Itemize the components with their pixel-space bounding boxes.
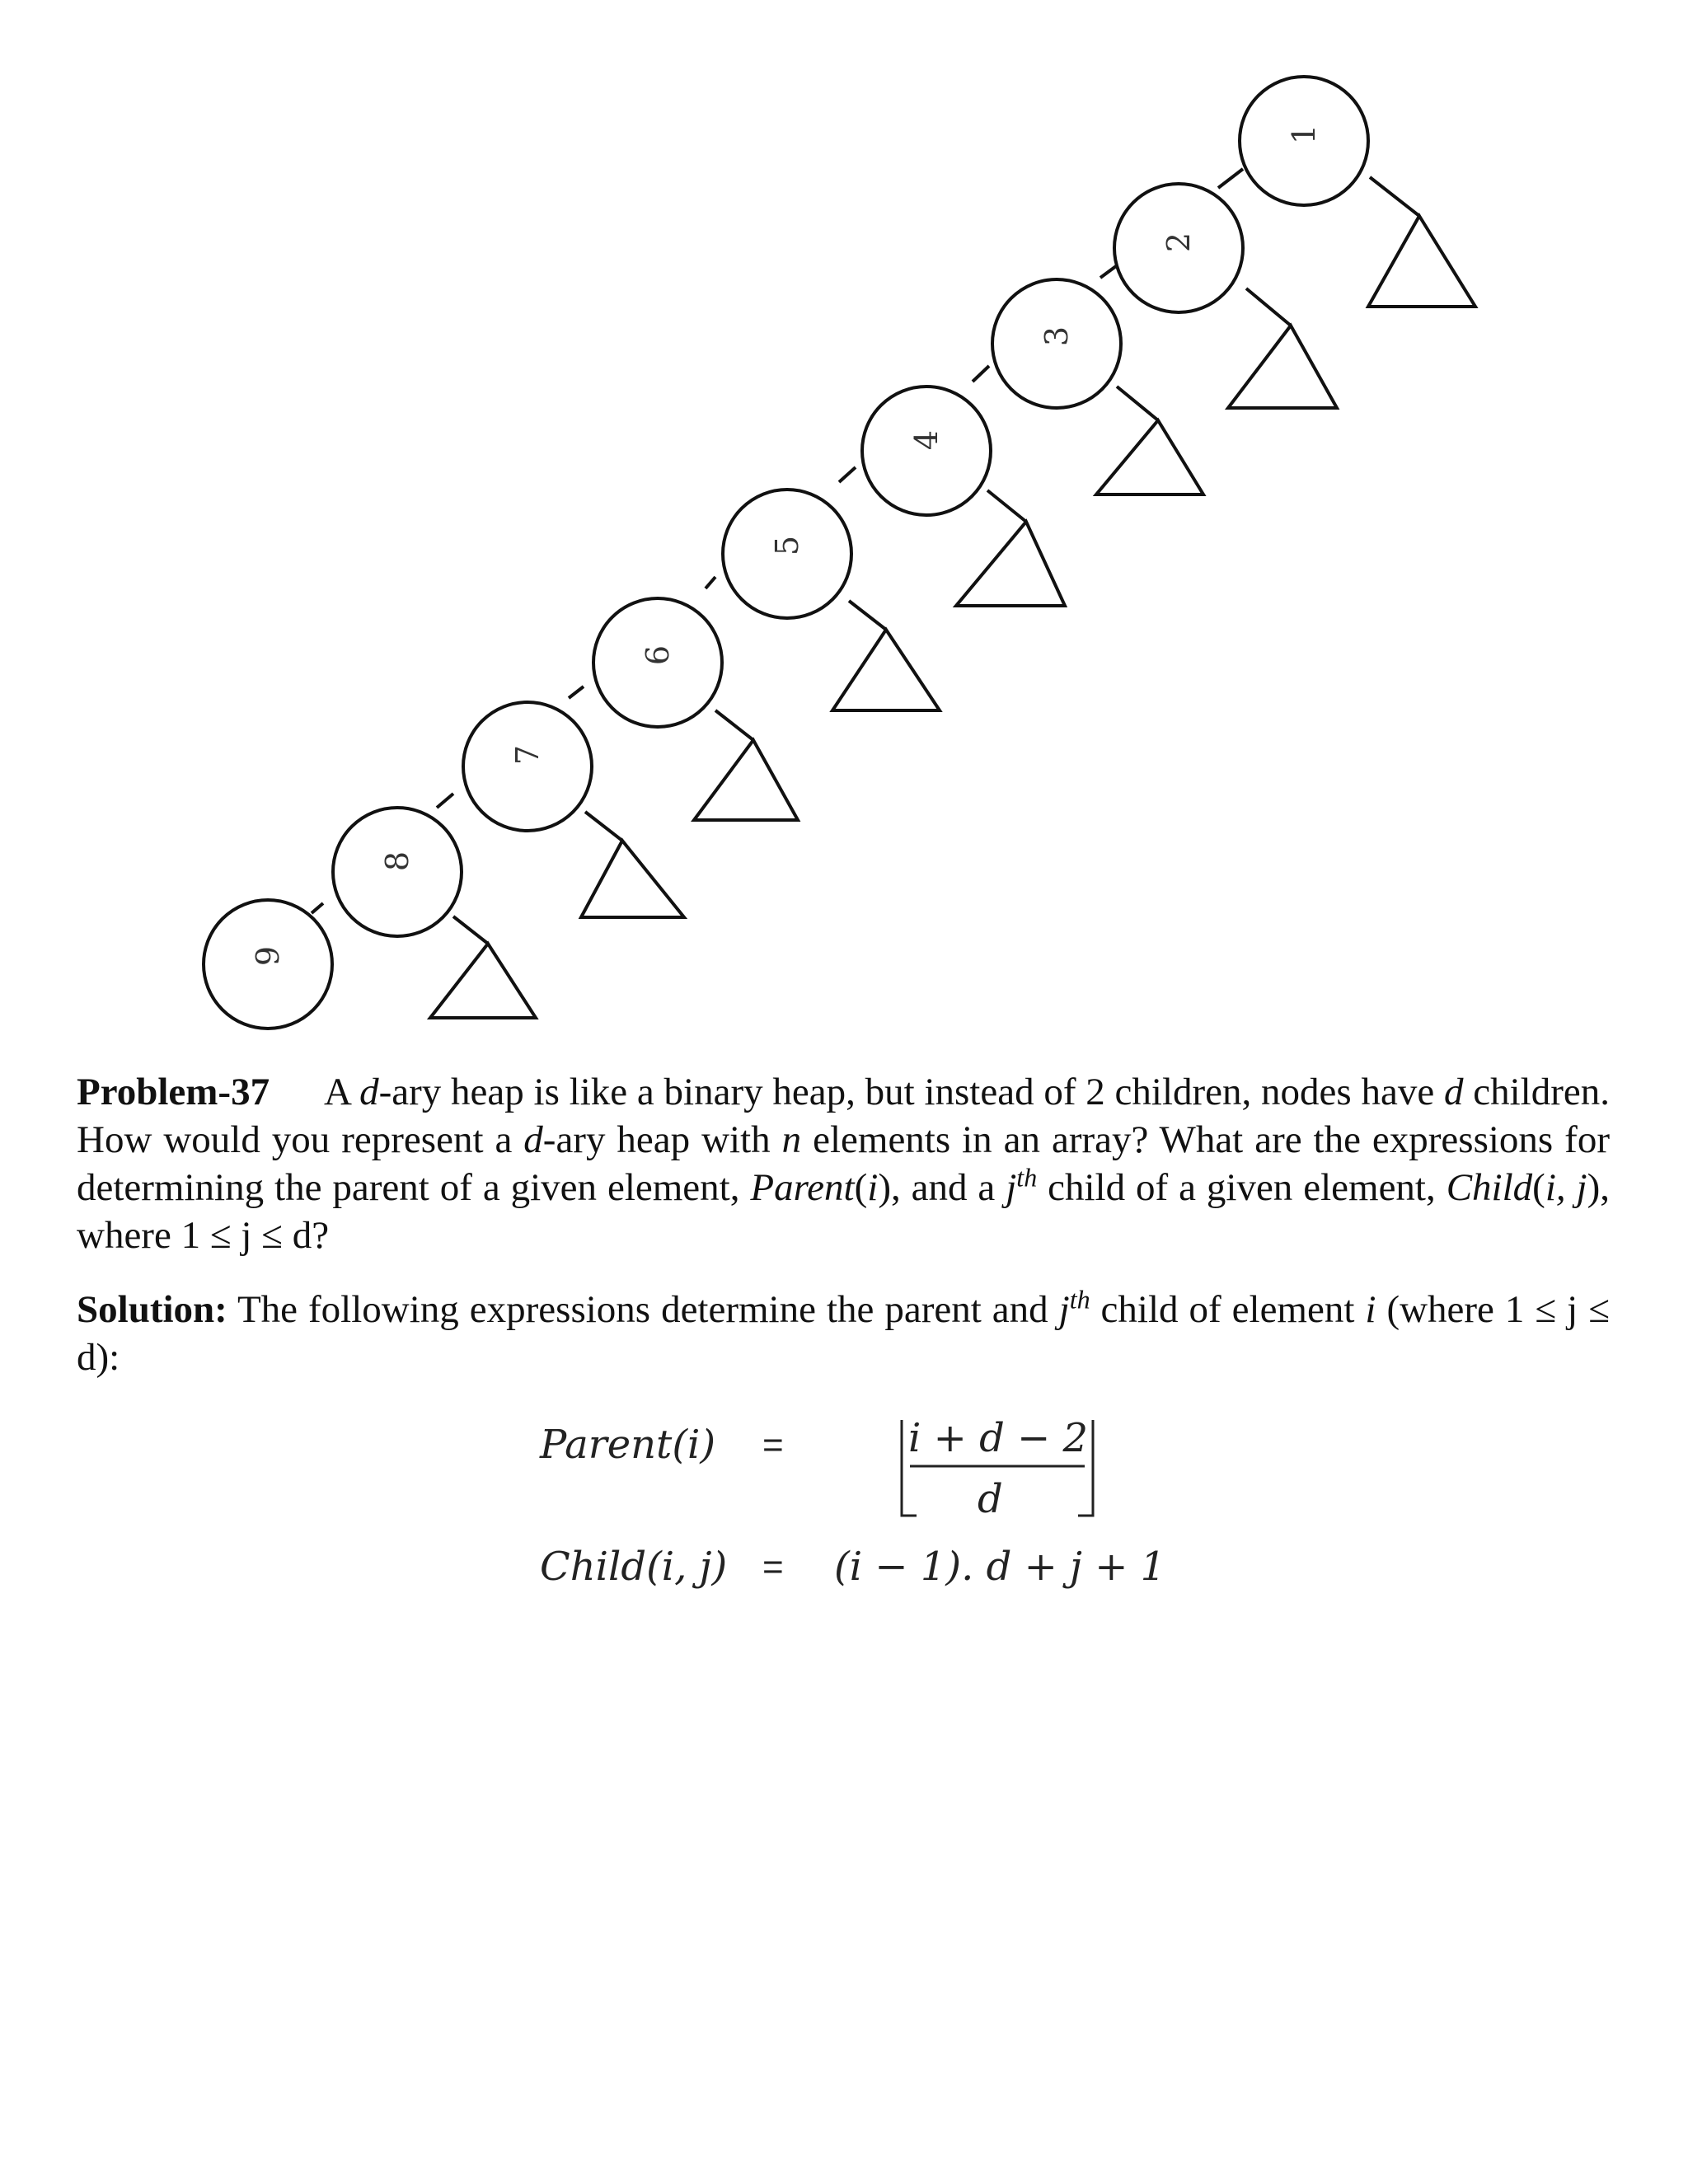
node-label: 1 bbox=[1286, 124, 1322, 145]
superscript-th: th bbox=[1069, 1284, 1090, 1315]
problem-label: Problem-37 bbox=[77, 1071, 270, 1113]
problem-text: -ary heap with bbox=[542, 1118, 782, 1161]
subtree-edge bbox=[1246, 288, 1291, 326]
var-i: i bbox=[1365, 1288, 1376, 1331]
child-formula-rhs: (i − 1). d + j + 1 bbox=[834, 1544, 1166, 1590]
tree-edge bbox=[437, 794, 453, 808]
equals-sign: = bbox=[762, 1425, 784, 1465]
problem-text: ( bbox=[854, 1166, 868, 1209]
subtree-triangle bbox=[956, 522, 1065, 606]
subtree-triangle bbox=[832, 630, 940, 710]
node-label: 2 bbox=[1160, 232, 1197, 253]
node-label: 3 bbox=[1039, 326, 1075, 347]
child-expression: Child bbox=[1446, 1166, 1533, 1209]
parent-numerator: i + d − 2 bbox=[908, 1415, 1089, 1461]
problem-text: children. How would you represent a bbox=[77, 1071, 1610, 1161]
problem-text: ), where 1 ≤ j ≤ d? bbox=[77, 1166, 1611, 1257]
node-label: 7 bbox=[509, 744, 546, 766]
var-j: j bbox=[1006, 1166, 1017, 1209]
problem-text: ( bbox=[1532, 1166, 1545, 1209]
solution-label: Solution: bbox=[77, 1288, 227, 1331]
var-d: d bbox=[523, 1118, 543, 1161]
tree-edge bbox=[973, 366, 989, 382]
problem-text: ), and a bbox=[878, 1166, 1006, 1209]
child-formula-lhs: Child(i, j) bbox=[540, 1544, 728, 1590]
solution-text: child of element bbox=[1090, 1288, 1366, 1331]
node-label: 5 bbox=[769, 535, 805, 556]
var-i: i bbox=[867, 1166, 879, 1209]
subtree-edge bbox=[453, 916, 488, 944]
node-label: 6 bbox=[640, 644, 676, 666]
node-label: 4 bbox=[908, 429, 945, 451]
equals-sign: = bbox=[762, 1547, 784, 1587]
heap-tree-diagram bbox=[0, 0, 1688, 1063]
parent-formula-lhs: Parent(i) bbox=[540, 1422, 716, 1468]
problem-statement bbox=[77, 1068, 1610, 1259]
subtree-edge bbox=[987, 490, 1026, 522]
subtree-edge bbox=[1117, 387, 1158, 420]
subtree-edge bbox=[715, 710, 753, 740]
subtree-edge bbox=[1370, 177, 1419, 216]
problem-text: elements in an array? What are the expressions for determining the parent of a given element, bbox=[77, 1118, 1610, 1209]
tree-edge bbox=[312, 903, 323, 913]
tree-edge bbox=[1218, 169, 1243, 188]
parent-expression: Parent bbox=[750, 1166, 855, 1209]
tree-edge bbox=[569, 687, 584, 698]
var-ij: i, j bbox=[1545, 1166, 1587, 1209]
solution-paragraph bbox=[77, 1286, 1610, 1381]
subtree-triangle bbox=[1096, 420, 1203, 494]
node-label: 9 bbox=[250, 945, 286, 967]
superscript-th: th bbox=[1016, 1162, 1038, 1193]
tree-edge bbox=[839, 467, 856, 482]
subtree-edge bbox=[585, 812, 622, 841]
subtree-edge bbox=[849, 601, 886, 630]
parent-denominator: d bbox=[978, 1476, 1003, 1522]
problem-text: A bbox=[324, 1071, 360, 1113]
var-n: n bbox=[781, 1118, 802, 1161]
solution-text: (where 1 ≤ j ≤ d): bbox=[77, 1288, 1610, 1379]
formula-block bbox=[0, 1413, 1688, 1611]
subtree-triangle bbox=[430, 944, 536, 1018]
subtree-triangle bbox=[694, 740, 798, 820]
subtree-triangle bbox=[581, 841, 684, 917]
var-j: j bbox=[1058, 1288, 1070, 1331]
tree-edge bbox=[706, 577, 715, 588]
subtree-triangle bbox=[1368, 216, 1475, 307]
problem-text: child of a given element, bbox=[1037, 1166, 1447, 1209]
tree-node-7 bbox=[463, 702, 592, 831]
var-d: d bbox=[1443, 1071, 1464, 1113]
node-label: 8 bbox=[379, 851, 415, 872]
problem-text: -ary heap is like a binary heap, but instead of 2 children, nodes have bbox=[378, 1071, 1444, 1113]
subtree-triangle bbox=[1228, 326, 1337, 408]
var-d: d bbox=[359, 1071, 379, 1113]
solution-text: The following expressions determine the parent and bbox=[227, 1288, 1059, 1331]
